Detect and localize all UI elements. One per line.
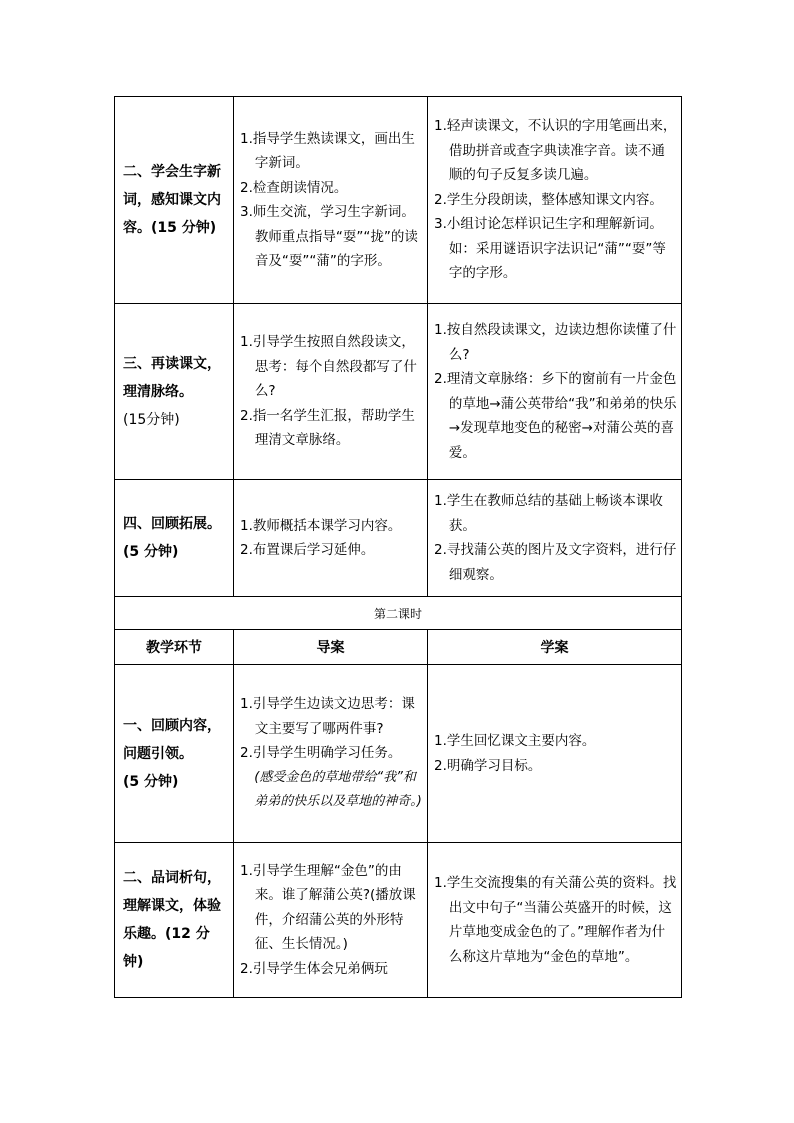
list-item: 2.寻找蒲公英的图片及文字资料，进行仔细观察。 <box>434 542 677 583</box>
list-item: 1.引导学生边读文边思考：课文主要写了哪两件事? <box>240 696 415 737</box>
list-item: 1.学生交流搜集的有关蒲公英的资料。找出文中句子“当蒲公英盛开的时候，这片草地变成金色的了。”理解作者为什么称这片草地为“金色的草地”。 <box>434 875 677 965</box>
list-item: 2.引导学生体会兄弟俩玩 <box>240 960 388 977</box>
guide-cell <box>234 97 428 304</box>
guide-cell <box>234 304 428 480</box>
column-header-guide: 导案 <box>234 630 428 665</box>
table-row <box>115 665 682 843</box>
list-item: 2.理清文章脉络：乡下的窗前有一片金色的草地→蒲公英带给“我”和弟弟的快乐→发现草地变色的秘密→对蒲公英的喜爱。 <box>434 371 677 461</box>
guide-cell <box>234 843 428 998</box>
stage-cell: 四、回顾拓展。 (5 分钟) <box>115 480 234 597</box>
list-item: 2.学生分段朗读，整体感知课文内容。 <box>434 191 663 208</box>
column-header-stage: 教学环节 <box>115 630 234 665</box>
header-row <box>115 630 682 665</box>
table-row <box>115 97 682 304</box>
stage-cell: 一、回顾内容， 问题引领。 (5 分钟) <box>115 665 234 843</box>
list-item: 2.布置课后学习延伸。 <box>240 542 375 558</box>
list-item: 1.学生在教师总结的基础上畅谈本课收获。 <box>434 493 663 534</box>
list-item: 1.学生回忆课文主要内容。 <box>434 733 596 749</box>
list-item: 1.教师概括本课学习内容。 <box>240 517 402 534</box>
guide-cell <box>234 665 428 843</box>
study-cell <box>428 97 682 304</box>
study-cell <box>428 665 682 843</box>
list-item: 2.引导学生明确学习任务。 <box>240 745 402 762</box>
list-item: 1.指导学生熟读课文，画出生字新词。 <box>240 130 415 171</box>
table-row <box>115 304 682 480</box>
study-cell <box>428 304 682 480</box>
handwritten-note: (感受金色的草地带给“我”和弟弟的快乐以及草地的神奇。) <box>254 769 422 810</box>
list-item: 3.小组讨论怎样识记生字和理解新词。如：采用谜语识字法识记“蒲”“耍”等字的字形。 <box>434 216 666 282</box>
stage-cell: 二、品词析句， 理解课文，体验 乐趣。(12 分钟) <box>115 843 234 998</box>
stage-cell: 二、学会生字新 词，感知课文内 容。(15 分钟) <box>115 97 234 304</box>
stage-cell: 三、再读课文， 理清脉络。 (15分钟) <box>115 304 234 480</box>
list-item: 2.检查朗读情况。 <box>240 179 348 196</box>
table-row <box>115 597 682 630</box>
column-header-study: 学案 <box>428 630 682 665</box>
list-item: 1.引导学生按照自然段读文，思考：每个自然段都写了什么? <box>240 334 417 400</box>
list-item: 2.指一名学生汇报，帮助学生理清文章脉络。 <box>240 407 415 449</box>
list-item: 2.明确学习目标。 <box>434 757 542 774</box>
table-row <box>115 843 682 998</box>
lesson-plan-table <box>114 96 682 998</box>
list-item: 3.师生交流，学习生字新词。教师重点指导“耍”“拢”的读音及“耍”“蒲”的字形。 <box>240 204 418 269</box>
study-cell <box>428 843 682 998</box>
section-title: 第二课时 <box>115 597 682 630</box>
list-item: 1.轻声读课文，不认识的字用笔画出来，借助拼音或查字典读准字音。读不通顺的句子反复多读几遍。 <box>434 118 677 184</box>
study-cell <box>428 480 682 597</box>
table-row <box>115 480 682 597</box>
guide-cell <box>234 480 428 597</box>
list-item: 1.引导学生理解“金色”的由来。谁了解蒲公英?(播放课件，介绍蒲公英的外形特征、生长情况。) <box>240 862 416 953</box>
list-item: 1.按自然段读课文，边读边想你读懂了什么? <box>434 322 677 363</box>
